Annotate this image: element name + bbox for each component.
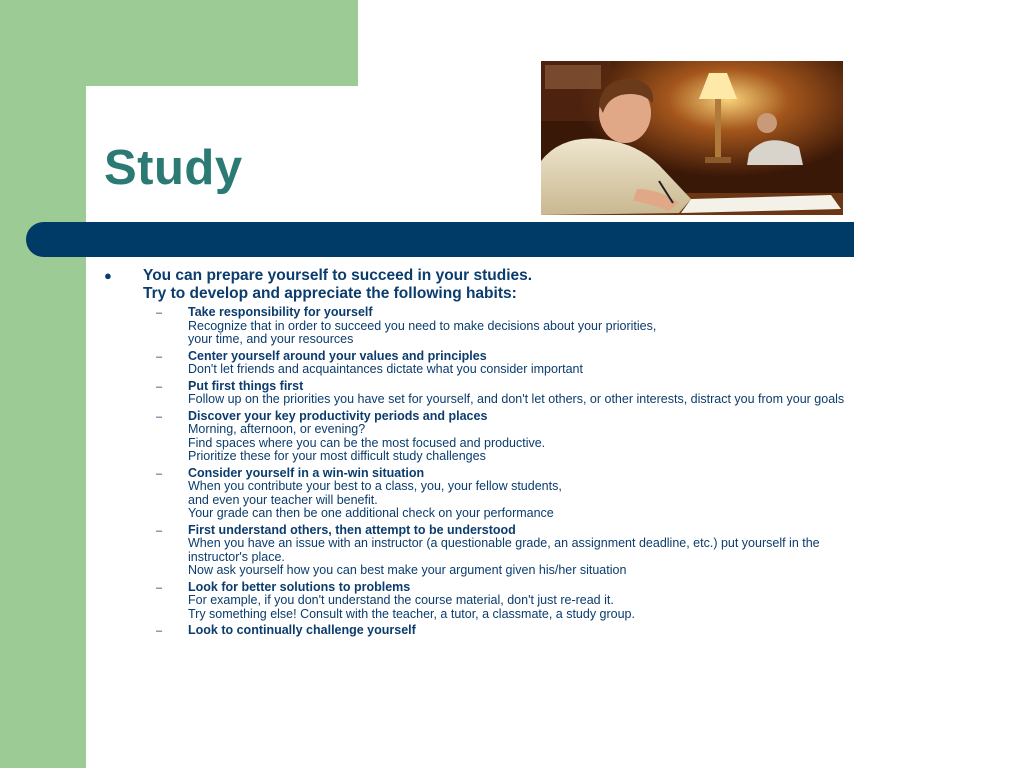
habit-heading: First understand others, then attempt to be understood (188, 522, 516, 537)
habit-text: Find spaces where you can be the most focused and productive. (188, 435, 546, 450)
habit-text: your time, and your resources (188, 332, 354, 346)
intro-line-1: You can prepare yourself to succeed in your studies. (143, 267, 533, 284)
habit-text: Follow up on the priorities you have set for yourself, and don't let others, or other interests, distract you from your goals (188, 392, 845, 406)
habit-text: When you contribute your best to a class, you, your fellow students, (188, 479, 562, 493)
habit-item (0, 467, 1024, 521)
habit-text: Try something else! Consult with the teacher, a tutor, a classmate, a study group. (188, 606, 635, 621)
habit-text: When you have an issue with an instructor (a questionable grade, an assignment deadline, etc.) put yourself in the (188, 536, 820, 550)
dash-bullet-icon: – (156, 380, 163, 393)
habit-text: instructor's place. (188, 549, 285, 564)
dash-bullet-icon: – (156, 524, 163, 537)
dash-bullet-icon: – (156, 307, 163, 319)
habit-list (0, 306, 1024, 638)
habit-item (0, 581, 1024, 622)
dash-bullet-icon: – (156, 350, 163, 363)
habit-item (0, 306, 1024, 347)
bullet-dot-icon: ● (104, 268, 112, 283)
slide-title: Study (104, 141, 243, 195)
habit-text: and even your teacher will benefit. (188, 492, 378, 507)
habit-text: Now ask yourself how you can best make your argument given his/her situation (188, 563, 627, 577)
dash-bullet-icon: – (156, 467, 163, 480)
dash-bullet-icon: – (156, 581, 163, 594)
habit-item (0, 624, 1024, 638)
dash-bullet-icon: – (156, 625, 163, 637)
slide-body (0, 267, 1024, 638)
habit-text: Morning, afternoon, or evening? (188, 422, 366, 436)
habit-item (0, 380, 1024, 407)
habit-text: Don't let friends and acquaintances dictate what you consider important (188, 362, 583, 376)
habit-heading: Look to continually challenge yourself (188, 623, 416, 637)
habit-item (0, 410, 1024, 464)
habit-heading: Consider yourself in a win-win situation (188, 465, 425, 480)
habit-text: Your grade can then be one additional check on your performance (188, 506, 554, 520)
dash-bullet-icon: – (156, 410, 163, 423)
student-studying-photo (541, 61, 843, 215)
habit-heading: Put first things first (188, 378, 304, 393)
habit-text: For example, if you don't understand the course material, don't just re-read it. (188, 593, 614, 607)
habit-heading: Take responsibility for yourself (188, 305, 373, 319)
habit-item (0, 350, 1024, 377)
habit-item (0, 524, 1024, 578)
habit-text: Prioritize these for your most difficult study challenges (188, 449, 486, 463)
habit-heading: Discover your key productivity periods and places (188, 408, 488, 423)
intro-line-2: Try to develop and appreciate the following habits: (143, 285, 517, 302)
intro-bullet (0, 267, 1024, 303)
habit-heading: Center yourself around your values and principles (188, 348, 487, 363)
title-divider-band (26, 222, 854, 257)
habit-heading: Look for better solutions to problems (188, 579, 411, 594)
habit-text: Recognize that in order to succeed you need to make decisions about your priorities, (188, 318, 657, 333)
